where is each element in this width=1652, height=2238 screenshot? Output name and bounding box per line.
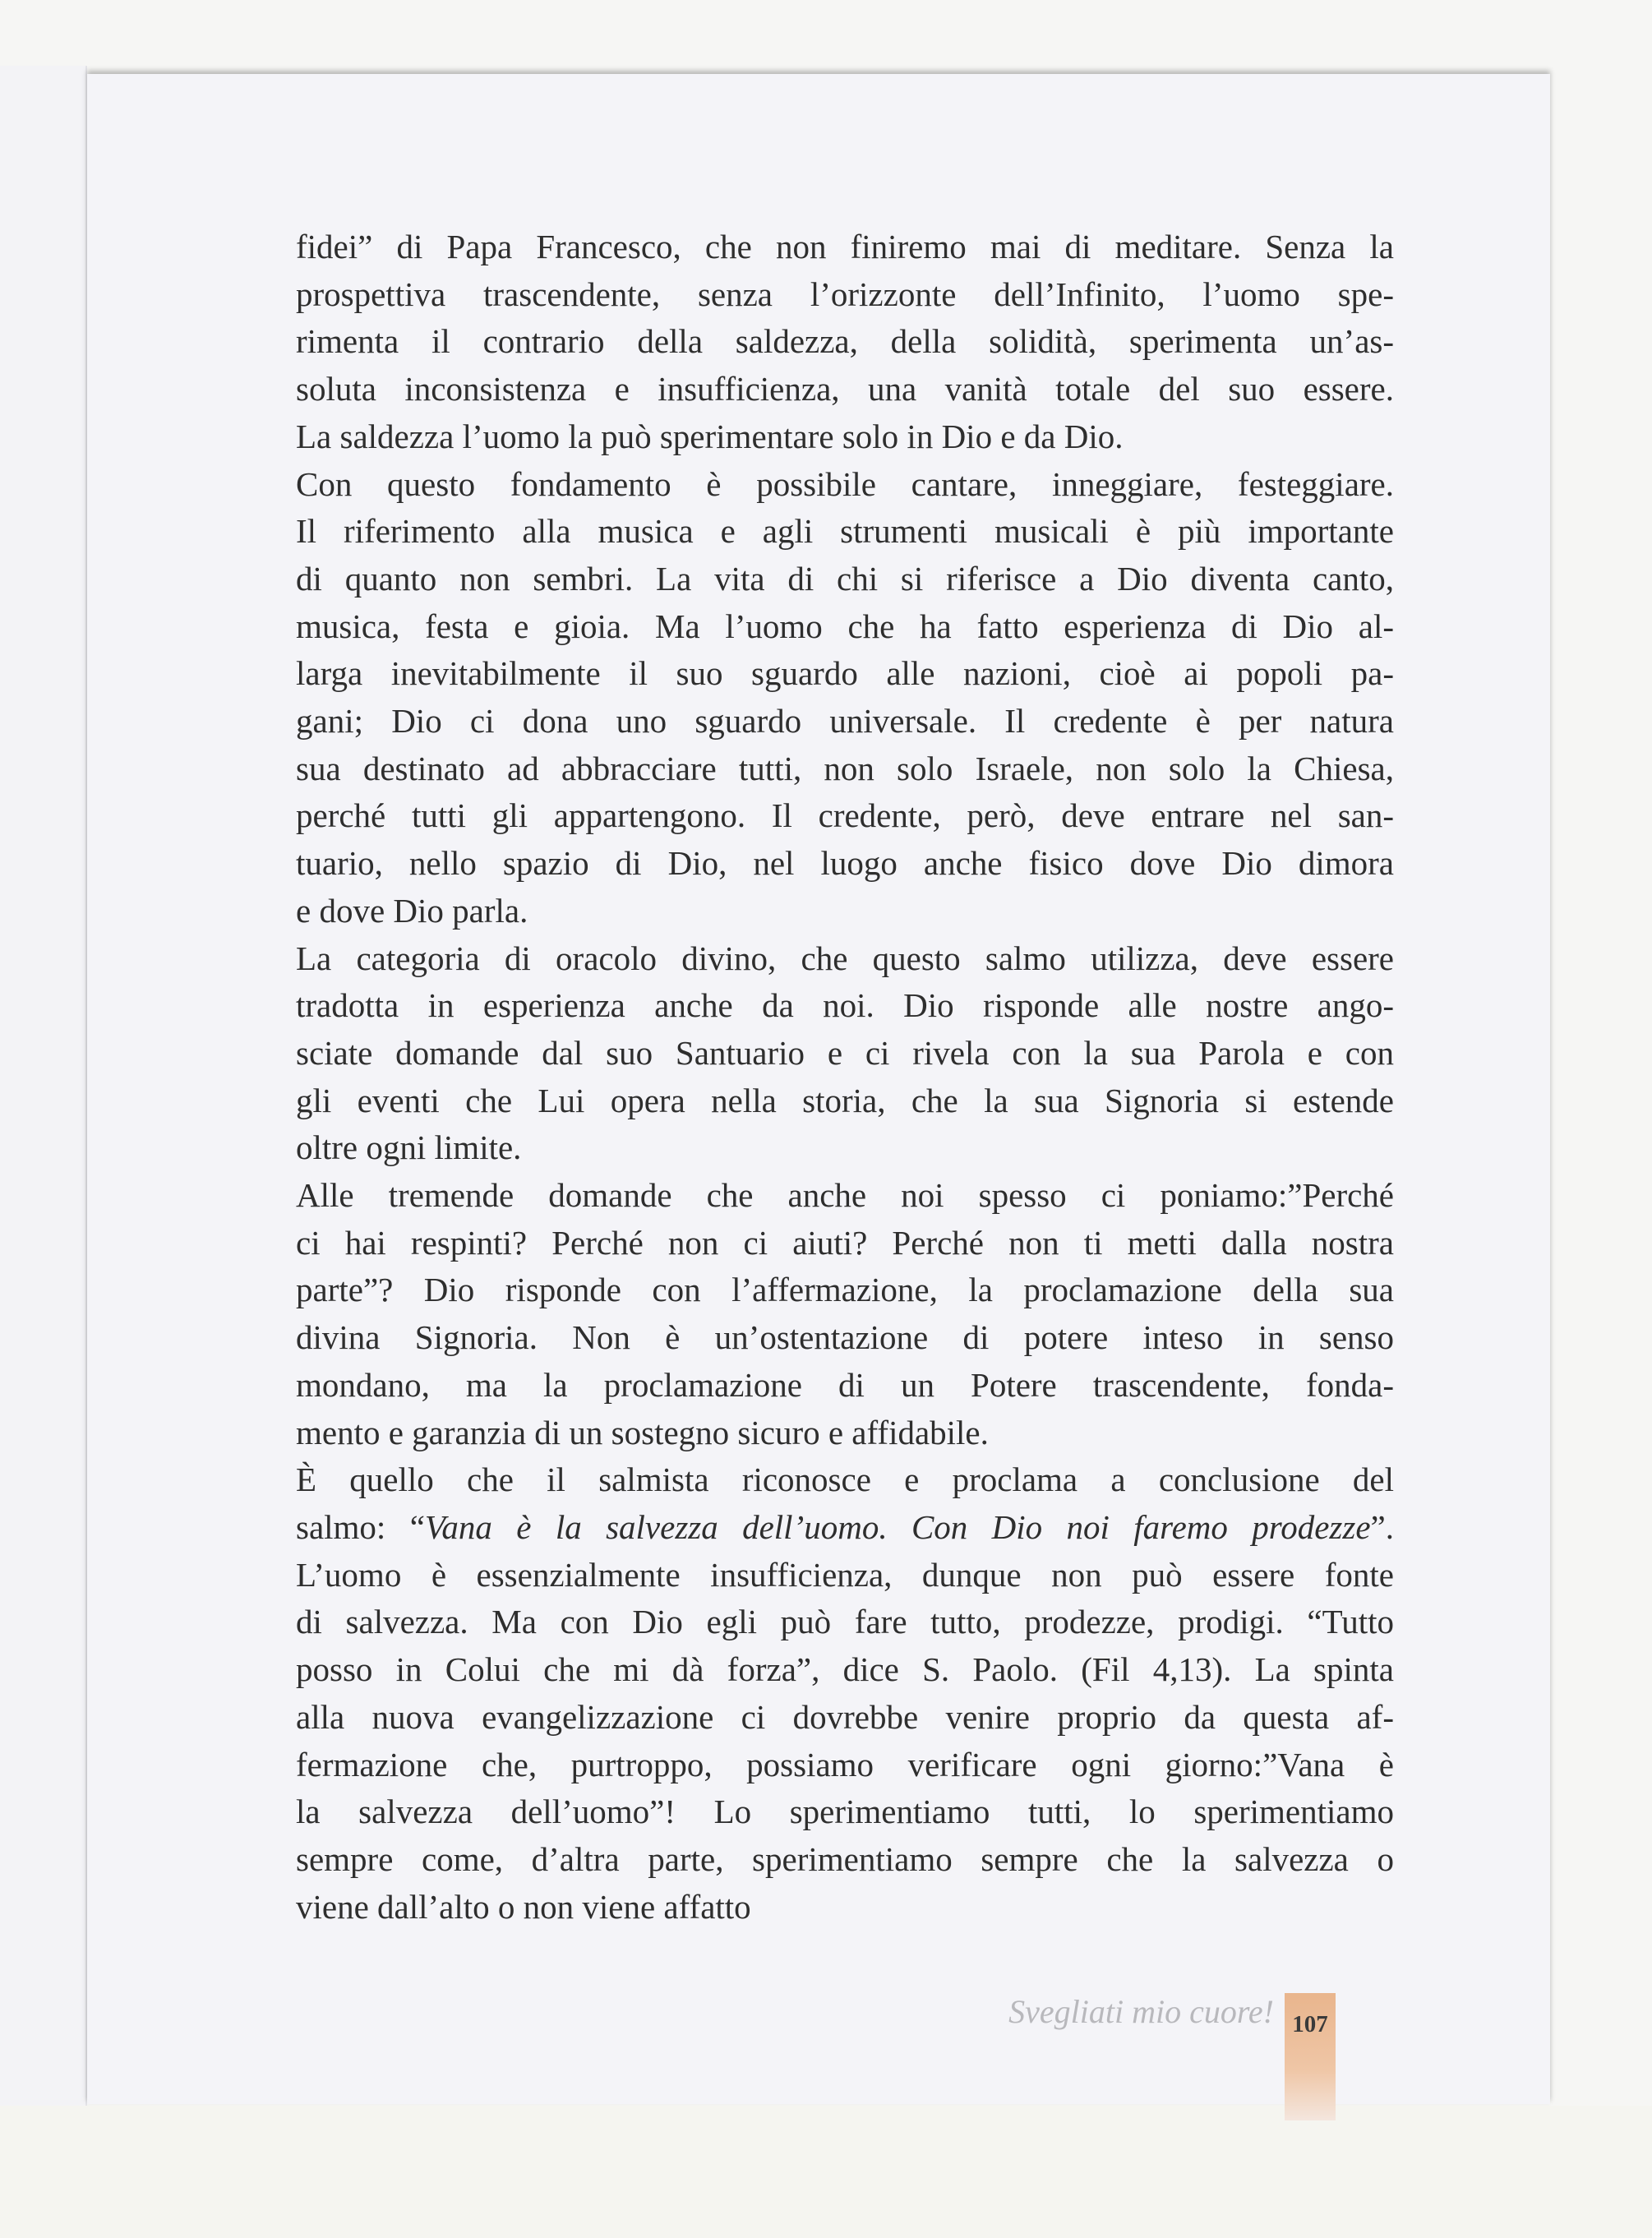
paragraph bbox=[296, 224, 1394, 461]
text-line: mento e garanzia di un sostegno sicuro e affidabile. bbox=[296, 1413, 989, 1451]
page-number: 107 bbox=[1292, 2011, 1328, 2037]
text-line: L’uomo è essenzialmente insufficienza, dunque non può essere fonte bbox=[296, 1555, 1394, 1594]
text-line: tuario, nello spazio di Dio, nel luogo anche fisico dove Dio dimora bbox=[296, 844, 1394, 883]
text-line: prospettiva trascendente, senza l’orizzonte dell’Infinito, l’uomo spe- bbox=[296, 275, 1394, 313]
text-line bbox=[296, 1504, 1394, 1552]
page-number-tab bbox=[1285, 1993, 1336, 2120]
text-line: rimenta il contrario della saldezza, della solidità, sperimenta un’as- bbox=[296, 322, 1394, 361]
text-line: parte”? Dio risponde con l’affermazione, la proclamazione della sua bbox=[296, 1271, 1394, 1309]
text-line: sua destinato ad abbracciare tutti, non solo Israele, non solo la Chiesa, bbox=[296, 749, 1394, 787]
paragraph bbox=[296, 461, 1394, 935]
text-line: divina Signoria. Non è un’ostentazione di potere inteso in senso bbox=[296, 1318, 1394, 1357]
text-line: e dove Dio parla. bbox=[296, 891, 528, 930]
text-line: viene dall’alto o non viene affatto bbox=[296, 1887, 751, 1926]
paragraph bbox=[296, 1172, 1394, 1456]
text-line: alla nuova evangelizzazione ci dovrebbe venire proprio da questa af- bbox=[296, 1697, 1394, 1736]
text-line: di salvezza. Ma con Dio egli può fare tutto, prodezze, prodigi. “Tutto bbox=[296, 1603, 1394, 1641]
psalm-quote: Vana è la salvezza dell’uomo. Con Dio noi faremo prodezze bbox=[424, 1507, 1371, 1546]
running-footer-title: Svegliati mio cuore! bbox=[1008, 1993, 1274, 2030]
text-line: È quello che il salmista riconosce e proclama a conclusione del bbox=[296, 1460, 1394, 1499]
text-line: Alle tremende domande che anche noi spesso ci poniamo:”Perché bbox=[296, 1176, 1394, 1215]
facing-page-edge bbox=[0, 66, 87, 2112]
text-line: di quanto non sembri. La vita di chi si riferisce a Dio diventa canto, bbox=[296, 559, 1394, 598]
quote-close: ”. bbox=[1370, 1507, 1394, 1546]
scan-background bbox=[0, 2106, 1652, 2238]
text-line: larga inevitabilmente il suo sguardo alle nazioni, cioè ai popoli pa- bbox=[296, 654, 1394, 693]
text-line: gani; Dio ci dona uno sguardo universale. Il credente è per natura bbox=[296, 702, 1394, 741]
text-line: sciate domande dal suo Santuario e ci rivela con la sua Parola e con bbox=[296, 1033, 1394, 1072]
quote-lead: salmo: “ bbox=[296, 1507, 425, 1546]
text-line: musica, festa e gioia. Ma l’uomo che ha fatto esperienza di Dio al- bbox=[296, 607, 1394, 645]
text-line: fermazione che, purtroppo, possiamo verificare ogni giorno:”Vana è bbox=[296, 1745, 1394, 1783]
paragraph bbox=[296, 1456, 1394, 1931]
body-text bbox=[296, 224, 1394, 1931]
text-line: sempre come, d’altra parte, sperimentiamo sempre che la salvezza o bbox=[296, 1839, 1394, 1878]
text-line: ci hai respinti? Perché non ci aiuti? Perché non ti metti dalla nostra bbox=[296, 1223, 1394, 1262]
text-line: posso in Colui che mi dà forza”, dice S. Paolo. (Fil 4,13). La spinta bbox=[296, 1650, 1394, 1689]
text-line: fidei” di Papa Francesco, che non finiremo mai di meditare. Senza la bbox=[296, 228, 1394, 265]
text-line: gli eventi che Lui opera nella storia, che la sua Signoria si estende bbox=[296, 1081, 1394, 1119]
text-line: oltre ogni limite. bbox=[296, 1128, 522, 1167]
text-line: perché tutti gli appartengono. Il credente, però, deve entrare nel san- bbox=[296, 796, 1394, 835]
text-line: La saldezza l’uomo la può sperimentare solo in Dio e da Dio. bbox=[296, 417, 1124, 455]
paragraph bbox=[296, 935, 1394, 1173]
text-line: tradotta in esperienza anche da noi. Dio risponde alle nostre ango- bbox=[296, 986, 1394, 1025]
text-line: Il riferimento alla musica e agli strumenti musicali è più importante bbox=[296, 512, 1394, 551]
text-line: Con questo fondamento è possibile cantare, inneggiare, festeggiare. bbox=[296, 464, 1394, 503]
text-line: soluta inconsistenza e insufficienza, una vanità totale del suo essere. bbox=[296, 370, 1394, 408]
text-line: mondano, ma la proclamazione di un Potere trascendente, fonda- bbox=[296, 1365, 1394, 1404]
text-line: la salvezza dell’uomo”! Lo sperimentiamo tutti, lo sperimentiamo bbox=[296, 1793, 1394, 1831]
text-line: La categoria di oracolo divino, che questo salmo utilizza, deve essere bbox=[296, 939, 1394, 977]
